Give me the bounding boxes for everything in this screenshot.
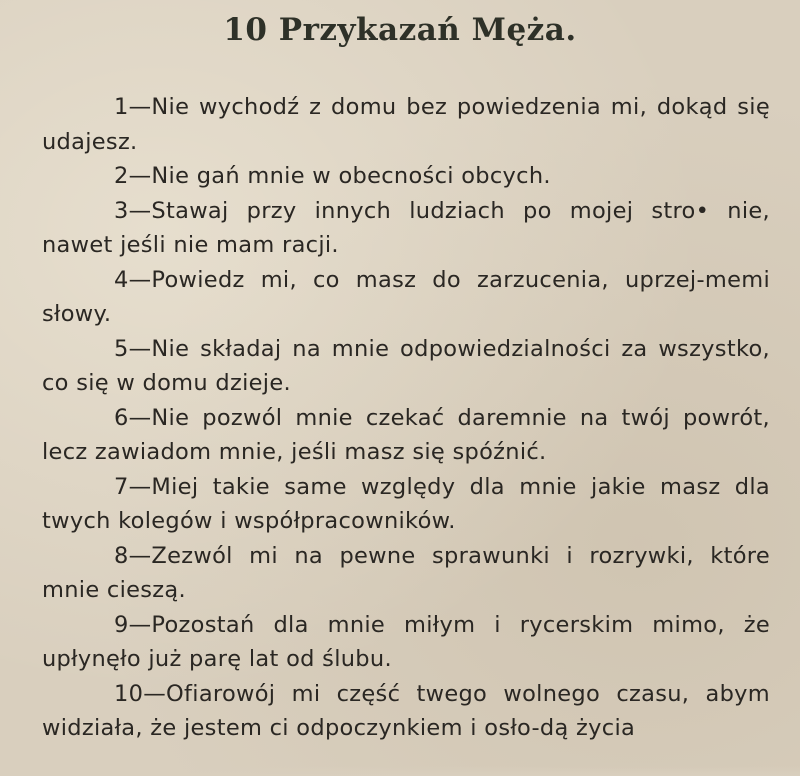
commandment-8: 8—Zezwól mi na pewne sprawunki i rozrywki, które mnie cieszą.	[42, 542, 770, 603]
commandment-6: 6—Nie pozwól mnie czekać daremnie na twój powrót, lecz zawiadom mnie, jeśli masz się spóźnić.	[42, 404, 770, 465]
commandment-7: 7—Miej takie same względy dla mnie jakie masz dla twych kolegów i współpracowników.	[42, 473, 770, 534]
commandment-1: 1—Nie wychodź z domu bez powiedzenia mi, dokąd się udajesz.	[42, 94, 770, 155]
commandment-5: 5—Nie składaj na mnie odpowiedzialności za wszystko, co się w domu dzieje.	[42, 335, 770, 396]
commandment-10: 10—Ofiarowój mi część twego wolnego czasu, abym widziała, że jestem ci odpoczynkiem i osło-dą życia	[42, 680, 770, 741]
page-bottom-fade	[0, 766, 800, 776]
page-title: 10 Przykazań Męża.	[223, 12, 577, 48]
commandments-list	[42, 90, 770, 746]
commandment-2: 2—Nie gań mnie w obecności obcych.	[114, 163, 551, 189]
commandment-9: 9—Pozostań dla mnie miłym i rycerskim mimo, że upłynęło już parę lat od ślubu.	[42, 611, 770, 672]
commandment-3: 3—Stawaj przy innych ludziach po mojej stro• nie, nawet jeśli nie mam racji.	[42, 197, 770, 258]
commandment-4: 4—Powiedz mi, co masz do zarzucenia, uprzej-memi słowy.	[42, 266, 770, 327]
